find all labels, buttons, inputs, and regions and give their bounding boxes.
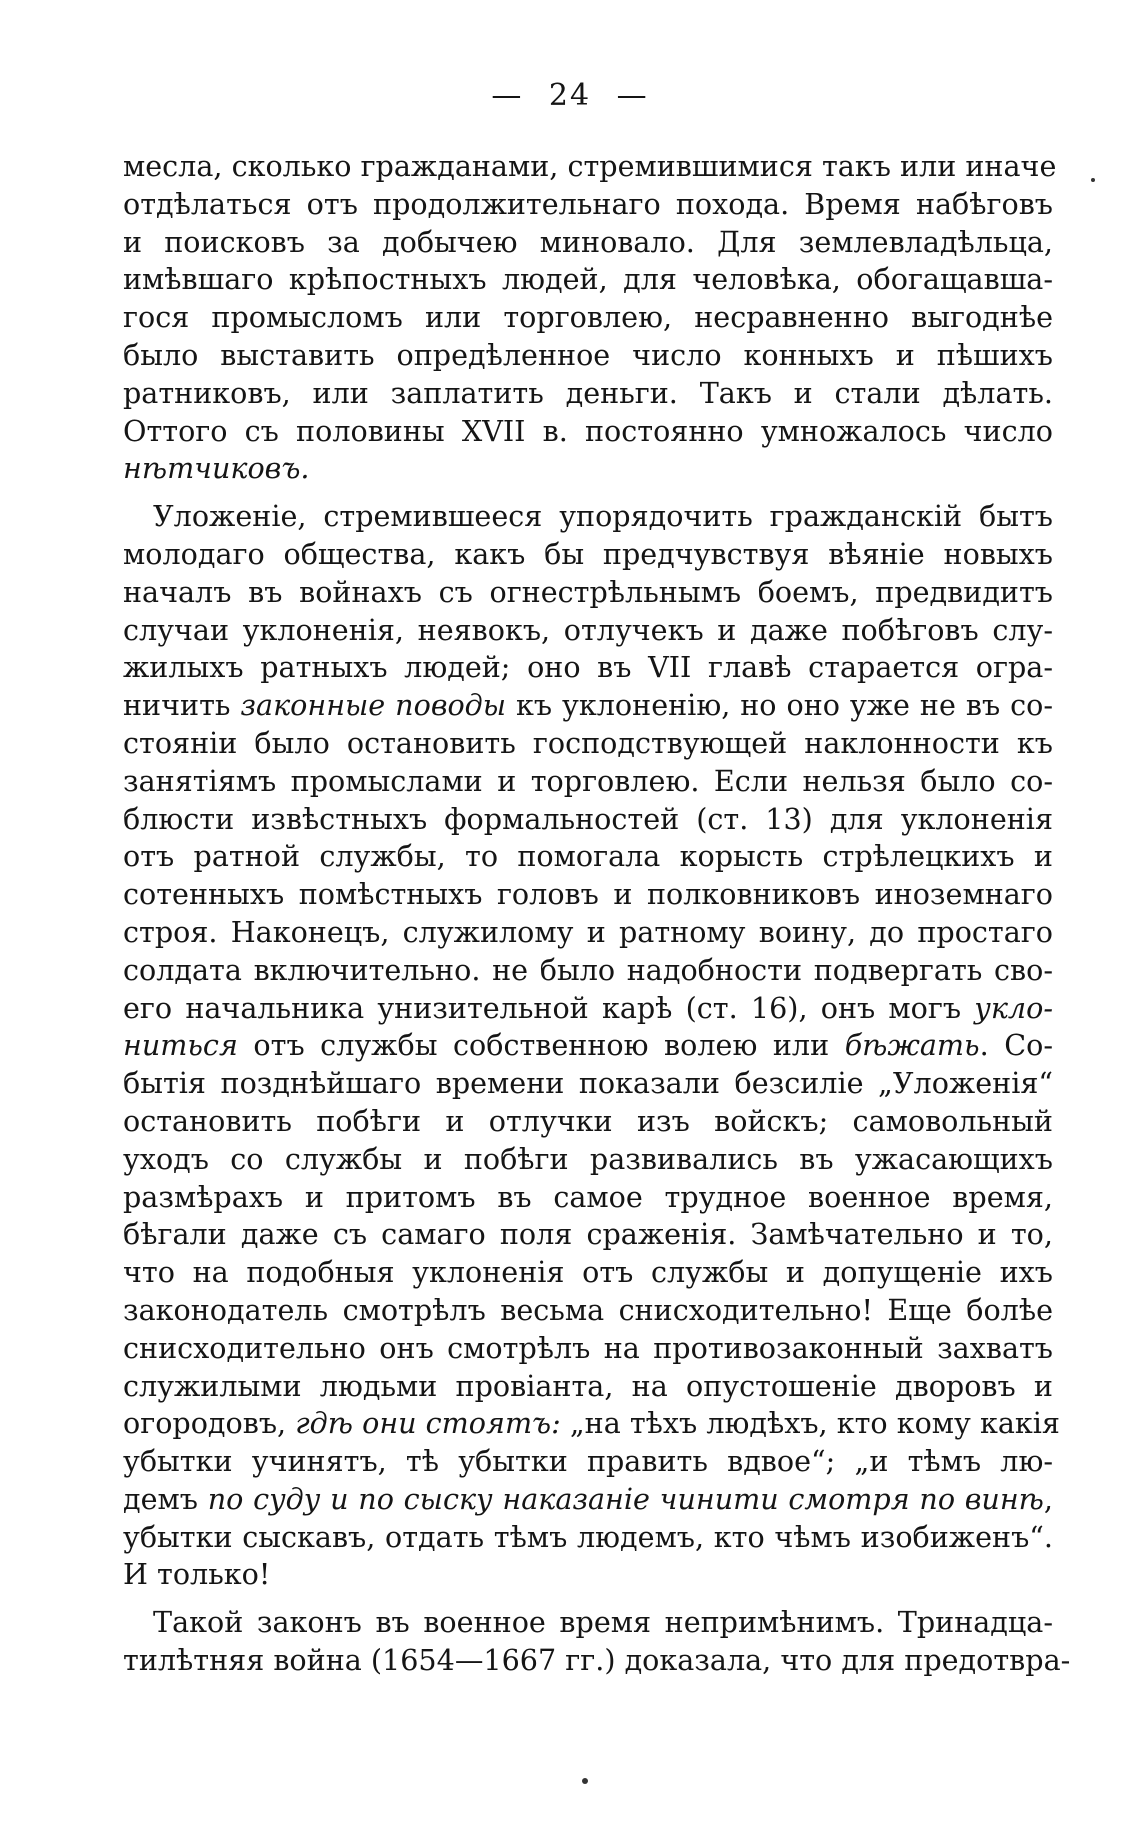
text-line: солдата включительно. не было надобности подвергать сво- <box>123 952 1053 987</box>
text-line <box>123 1481 1053 1519</box>
text-line: было выставить опредѣленное число конныхъ и пѣшихъ <box>123 337 1053 372</box>
text-line: тилѣтняя война (1654—1667 гг.) доказала, что для предотвра- <box>123 1643 1071 1678</box>
text-line: снисходительно онъ смотрѣлъ на противозаконный захватъ <box>123 1330 1053 1365</box>
italic-run: гдѣ они стоятъ: <box>295 1406 561 1441</box>
header-dash-left: — <box>491 78 524 113</box>
italic-run: по суду и по сыску наказаніе чинити смотря по винѣ <box>207 1481 1044 1516</box>
text-line: случаи уклоненія, неявокъ, отлучекъ и даже побѣговъ слу- <box>123 612 1053 647</box>
scan-speck <box>582 1778 588 1784</box>
body-text <box>123 148 1071 1680</box>
paragraph-1 <box>123 148 1057 488</box>
paragraph-3 <box>123 1604 1071 1680</box>
text-line: размѣрахъ и притомъ въ самое трудное военное время, <box>123 1179 1053 1214</box>
text-run: „на тѣхъ людѣхъ, кто кому какія <box>560 1406 1060 1441</box>
text-line: нѣтчиковъ. <box>123 451 310 486</box>
text-run: отъ службы собственною волею или <box>237 1028 845 1063</box>
page-number-header <box>0 78 1140 113</box>
text-line: служилыми людьми провіанта, на опустошеніе дворовъ и <box>123 1368 1053 1403</box>
italic-run: законные поводы <box>240 688 507 723</box>
text-line: Уложеніе, стремившееся упорядочить гражданскій бытъ <box>153 499 1053 534</box>
text-line: что на подобныя уклоненія отъ службы и допущеніе ихъ <box>123 1255 1053 1290</box>
page-number: 24 <box>548 78 592 113</box>
text-line: молодаго общества, какъ бы предчувствуя вѣяніе новыхъ <box>123 536 1053 571</box>
text-line: сотенныхъ помѣстныхъ головъ и полковниковъ иноземнаго <box>123 877 1053 912</box>
text-line: и поисковъ за добычею миновало. Для землевладѣльца, <box>123 224 1053 259</box>
text-line <box>123 1027 1053 1065</box>
text-run: ничить <box>123 688 241 723</box>
text-line: имѣвшаго крѣпостныхъ людей, для человѣка, обогащавша- <box>123 262 1053 297</box>
text-line <box>123 1405 1060 1443</box>
text-line: жилыхъ ратныхъ людей; оно въ VII главѣ старается огра- <box>123 650 1053 685</box>
text-run: , <box>1043 1481 1053 1516</box>
text-line: убытки сыскавъ, отдать тѣмъ людемъ, кто чѣмъ изобиженъ“. <box>123 1519 1053 1554</box>
text-line: гося промысломъ или торговлею, несравненно выгоднѣе <box>123 300 1053 335</box>
header-dash-right: — <box>616 78 649 113</box>
text-line: строя. Наконецъ, служилому и ратному воину, до простаго <box>123 914 1053 949</box>
text-line <box>123 990 1053 1028</box>
text-run: демъ <box>123 1481 208 1516</box>
text-run: его начальника унизительной карѣ (ст. 16), онъ могъ <box>123 990 975 1025</box>
text-run: огородовъ, <box>123 1406 296 1441</box>
text-line: убытки учинятъ, тѣ убытки править вдвое“; „и тѣмъ лю- <box>123 1444 1053 1479</box>
paragraph-2 <box>123 498 1060 1594</box>
text-line: блюсти извѣстныхъ формальностей (ст. 13) для уклоненія <box>123 801 1053 836</box>
italic-run: ниться <box>123 1028 238 1063</box>
italic-run: укло- <box>974 990 1053 1025</box>
text-line: уходъ со службы и побѣги развивались въ ужасающихъ <box>123 1141 1053 1176</box>
text-line: занятіямъ промыслами и торговлею. Если нельзя было со- <box>123 763 1053 798</box>
text-line: остановить побѣги и отлучки изъ войскъ; самовольный <box>123 1103 1053 1138</box>
text-line: отдѣлаться отъ продолжительнаго похода. Время набѣговъ <box>123 186 1053 221</box>
italic-run: бѣжать <box>844 1028 980 1063</box>
text-line: Такой законъ въ военное время непримѣнимъ. Тринадца- <box>153 1605 1053 1640</box>
text-line: законодатель смотрѣлъ весьма снисходительно! Еще болѣе <box>123 1292 1053 1327</box>
text-line: И только! <box>123 1557 271 1592</box>
text-line <box>123 687 1053 725</box>
text-line: стояніи было остановить господствующей наклонности къ <box>123 725 1053 760</box>
text-line: Оттого съ половины XVII в. постоянно умножалось число <box>123 413 1053 448</box>
text-line: отъ ратной службы, то помогала корысть стрѣлецкихъ и <box>123 839 1053 874</box>
text-run: . Со- <box>979 1028 1054 1063</box>
text-line: бытія позднѣйшаго времени показали безсиліе „Уложенія“ <box>123 1066 1053 1101</box>
text-line: началъ въ войнахъ съ огнестрѣльнымъ боемъ, предвидитъ <box>123 574 1053 609</box>
text-line: месла, сколько гражданами, стремившимися такъ или иначе <box>123 149 1057 183</box>
text-line: ратниковъ, или заплатить деньги. Такъ и стали дѣлать. <box>123 375 1053 410</box>
scan-speck <box>1091 178 1095 182</box>
text-run: къ уклоненію, но оно уже не въ со- <box>506 688 1053 723</box>
text-line: бѣгали даже съ самаго поля сраженія. Замѣчательно и то, <box>123 1217 1053 1252</box>
